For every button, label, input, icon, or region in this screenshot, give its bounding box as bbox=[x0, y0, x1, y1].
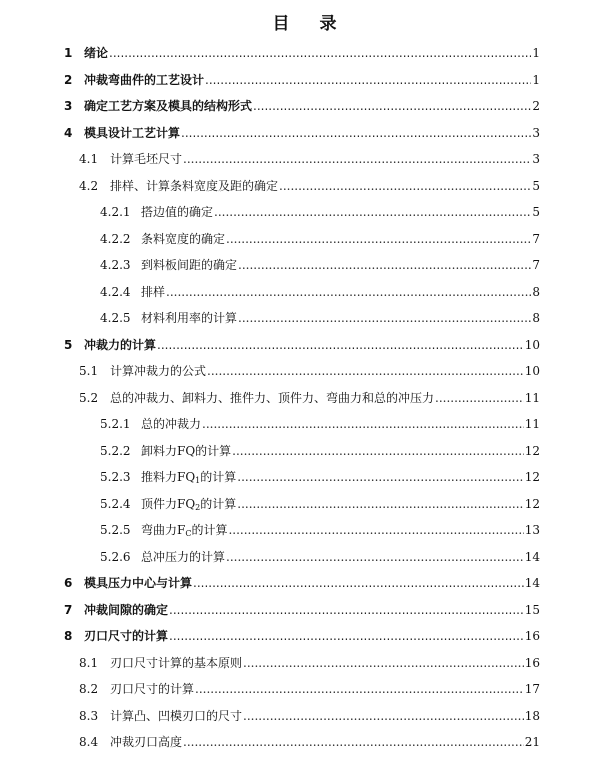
toc-entry[interactable] bbox=[64, 335, 540, 355]
toc-entry-number: 7 bbox=[64, 603, 73, 617]
toc-entry[interactable] bbox=[100, 229, 540, 249]
toc-entry-label: 刃口尺寸计算的基本原则 bbox=[110, 656, 243, 670]
toc-leader-dots bbox=[169, 600, 524, 620]
toc-entry-number: 5.1 bbox=[79, 364, 99, 378]
toc-entry-label: 材料利用率的计算 bbox=[141, 311, 238, 325]
toc-entry-page: 10 bbox=[524, 364, 540, 378]
toc-label-tail: 的计算 bbox=[200, 497, 237, 511]
toc-leader-dots bbox=[279, 176, 531, 196]
toc-entry-number: 1 bbox=[64, 46, 73, 60]
toc-label-main: 推料力FQ bbox=[141, 470, 196, 484]
toc-entry[interactable] bbox=[79, 149, 540, 169]
toc-entry-label: 总的冲裁力 bbox=[141, 417, 202, 431]
toc-entry-label: 计算凸、凹模刃口的尺寸 bbox=[110, 709, 243, 723]
toc-entry-page: 21 bbox=[524, 735, 540, 749]
toc-leader-dots bbox=[435, 388, 524, 408]
toc-entry-page: 8 bbox=[532, 285, 540, 299]
toc-entry-label: 冲裁力的计算 bbox=[84, 338, 157, 352]
toc-entry[interactable] bbox=[100, 414, 540, 434]
toc-entry-label: 条料宽度的确定 bbox=[141, 232, 226, 246]
toc-leader-dots bbox=[228, 520, 523, 540]
toc-entry-number: 5.2.5 bbox=[100, 523, 131, 537]
toc-entry[interactable] bbox=[64, 626, 540, 646]
toc-entry[interactable] bbox=[79, 706, 540, 726]
toc-entry-label bbox=[141, 467, 236, 487]
toc-leader-dots bbox=[166, 282, 531, 302]
toc-entry-page: 1 bbox=[532, 46, 540, 60]
toc-entry-page: 8 bbox=[532, 311, 540, 325]
toc-entry[interactable] bbox=[79, 679, 540, 699]
toc-entry-page: 12 bbox=[524, 470, 540, 484]
toc-leader-dots bbox=[237, 494, 523, 514]
toc-entry-page: 3 bbox=[532, 152, 540, 166]
toc-entry-page: 16 bbox=[524, 629, 540, 643]
toc-leader-dots bbox=[205, 70, 531, 90]
toc-entry-page: 14 bbox=[524, 550, 540, 564]
toc-entry-number: 5.2.6 bbox=[100, 550, 131, 564]
toc-label-subscript: C bbox=[185, 529, 192, 538]
toc-entry[interactable] bbox=[79, 388, 540, 408]
toc-entry-label: 卸料力FQ的计算 bbox=[141, 444, 232, 458]
toc-entry-label: 排样、计算条料宽度及距的确定 bbox=[110, 179, 279, 193]
toc-entry[interactable] bbox=[64, 123, 540, 143]
toc-entry[interactable] bbox=[79, 361, 540, 381]
toc-entry[interactable] bbox=[79, 176, 540, 196]
toc-entry-number: 5.2.3 bbox=[100, 470, 131, 484]
toc-entry-label: 确定工艺方案及模具的结构形式 bbox=[84, 99, 253, 113]
toc-entry-number: 4.2.5 bbox=[100, 311, 131, 325]
toc-entry-number: 8.4 bbox=[79, 735, 99, 749]
toc-entry-number: 5.2.1 bbox=[100, 417, 131, 431]
toc-entry-label: 到料板间距的确定 bbox=[141, 258, 238, 272]
toc-entry-number: 4.2.2 bbox=[100, 232, 131, 246]
toc-entry[interactable] bbox=[100, 255, 540, 275]
toc-leader-dots bbox=[195, 679, 524, 699]
toc-label-tail: 的计算 bbox=[200, 470, 237, 484]
toc-entry-number: 4.1 bbox=[79, 152, 99, 166]
toc-leader-dots bbox=[238, 308, 531, 328]
toc-entry-label: 冲裁间隙的确定 bbox=[84, 603, 169, 617]
toc-entry[interactable] bbox=[100, 467, 540, 487]
toc-leader-dots bbox=[202, 414, 524, 434]
toc-leader-dots bbox=[181, 123, 531, 143]
toc-entry-label: 排样 bbox=[141, 285, 166, 299]
toc-entry[interactable] bbox=[64, 96, 540, 116]
toc-entry-label bbox=[141, 520, 227, 540]
toc-entry[interactable] bbox=[100, 282, 540, 302]
toc-label-main: 弯曲力F bbox=[141, 523, 186, 537]
toc-entry-page: 15 bbox=[524, 603, 540, 617]
toc-entry[interactable] bbox=[64, 43, 540, 63]
toc-entry-label: 模具设计工艺计算 bbox=[84, 126, 181, 140]
page-title: 目 录 bbox=[272, 14, 349, 34]
toc-entry-label: 总冲压力的计算 bbox=[141, 550, 226, 564]
toc-entry-number: 3 bbox=[64, 99, 73, 113]
toc-label-main: 顶件力FQ bbox=[141, 497, 196, 511]
toc-leader-dots bbox=[214, 202, 531, 222]
toc-entry-number: 5 bbox=[64, 338, 73, 352]
toc-entry-page: 2 bbox=[532, 99, 540, 113]
toc-entry-label: 刃口尺寸的计算 bbox=[110, 682, 195, 696]
toc-entry-page: 12 bbox=[524, 497, 540, 511]
toc-leader-dots bbox=[157, 335, 524, 355]
toc-leader-dots bbox=[169, 626, 524, 646]
toc-entry[interactable] bbox=[79, 732, 540, 752]
toc-entry-number: 2 bbox=[64, 73, 73, 87]
toc-leader-dots bbox=[109, 43, 531, 63]
toc-entry[interactable] bbox=[100, 308, 540, 328]
toc-entry[interactable] bbox=[64, 573, 540, 593]
toc-entry-page: 16 bbox=[524, 656, 540, 670]
toc-entry-number: 8.2 bbox=[79, 682, 99, 696]
toc-entry-page: 14 bbox=[524, 576, 540, 590]
toc-entry-page: 3 bbox=[532, 126, 540, 140]
toc-entry-label: 计算毛坯尺寸 bbox=[110, 152, 183, 166]
toc-entry-label: 搭边值的确定 bbox=[141, 205, 214, 219]
toc-entry-number: 8.3 bbox=[79, 709, 99, 723]
toc-leader-dots bbox=[226, 229, 531, 249]
toc-entry-page: 17 bbox=[524, 682, 540, 696]
toc-entry-label bbox=[141, 494, 236, 514]
toc-entry-page: 5 bbox=[532, 179, 540, 193]
toc-entry-number: 8.1 bbox=[79, 656, 99, 670]
toc-entry-page: 7 bbox=[532, 258, 540, 272]
toc-entry[interactable] bbox=[100, 547, 540, 567]
toc-entry-number: 4 bbox=[64, 126, 73, 140]
toc-leader-dots bbox=[243, 653, 524, 673]
toc-entry-page: 7 bbox=[532, 232, 540, 246]
toc-entry[interactable] bbox=[64, 600, 540, 620]
toc-entry-number: 5.2.4 bbox=[100, 497, 131, 511]
toc-entry-page: 1 bbox=[532, 73, 540, 87]
toc-leader-dots bbox=[238, 255, 531, 275]
toc-entry-number: 6 bbox=[64, 576, 73, 590]
toc-entry-label: 总的冲裁力、卸料力、推件力、顶件力、弯曲力和总的冲压力 bbox=[110, 391, 435, 405]
toc-entry-label: 冲裁弯曲件的工艺设计 bbox=[84, 73, 205, 87]
toc-entry[interactable] bbox=[79, 653, 540, 673]
toc-label-subscript: 2 bbox=[195, 503, 201, 512]
toc-label-tail: 的计算 bbox=[191, 523, 228, 537]
toc-label-subscript: 1 bbox=[195, 476, 201, 485]
toc-entry[interactable] bbox=[100, 494, 540, 514]
toc-entry[interactable] bbox=[100, 202, 540, 222]
toc-entry[interactable] bbox=[100, 520, 540, 540]
toc-entry-label: 绪论 bbox=[84, 46, 109, 60]
toc-leader-dots bbox=[243, 706, 524, 726]
toc-entry-page: 5 bbox=[532, 205, 540, 219]
toc-entry-number: 5.2 bbox=[79, 391, 99, 405]
toc-entry-number: 4.2.3 bbox=[100, 258, 131, 272]
toc-entry-number: 4.2 bbox=[79, 179, 99, 193]
toc-leader-dots bbox=[207, 361, 524, 381]
toc-entry-page: 11 bbox=[524, 417, 540, 431]
toc-leader-dots bbox=[183, 732, 524, 752]
toc-entry-label: 冲裁刃口高度 bbox=[110, 735, 183, 749]
toc-leader-dots bbox=[183, 149, 531, 169]
toc-entry[interactable] bbox=[100, 441, 540, 461]
toc-entry-number: 5.2.2 bbox=[100, 444, 131, 458]
toc-entry-number: 8 bbox=[64, 629, 73, 643]
toc-entry-label: 模具压力中心与计算 bbox=[84, 576, 193, 590]
toc-entry-page: 11 bbox=[524, 391, 540, 405]
toc-entry-label: 刃口尺寸的计算 bbox=[84, 629, 169, 643]
toc-entry[interactable] bbox=[64, 70, 540, 90]
toc-entry-page: 13 bbox=[524, 523, 540, 537]
toc-entry-page: 10 bbox=[524, 338, 540, 352]
toc-leader-dots bbox=[232, 441, 524, 461]
toc-entry-number: 4.2.1 bbox=[100, 205, 131, 219]
toc-entry-number: 4.2.4 bbox=[100, 285, 131, 299]
toc-entry-page: 12 bbox=[524, 444, 540, 458]
toc-leader-dots bbox=[193, 573, 524, 593]
toc-entry-label: 计算冲裁力的公式 bbox=[110, 364, 207, 378]
toc-leader-dots bbox=[237, 467, 523, 487]
toc-leader-dots bbox=[253, 96, 531, 116]
toc-leader-dots bbox=[226, 547, 524, 567]
toc-entry-page: 18 bbox=[524, 709, 540, 723]
